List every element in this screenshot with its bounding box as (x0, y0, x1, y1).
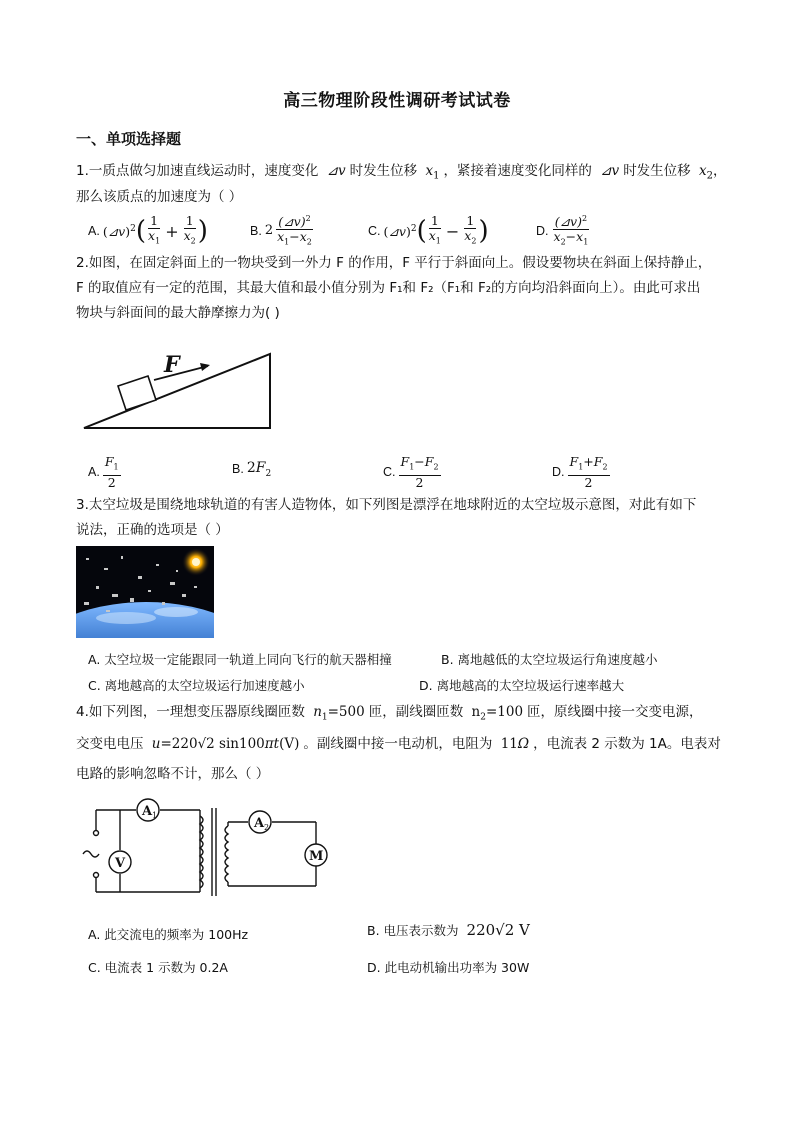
q4-n2: $n_2=100$ (471, 704, 524, 723)
question-3-line-2: 说法，正确的选项是（ ） (76, 522, 229, 538)
motor-label: M (309, 849, 324, 864)
q2-option-a[interactable]: A. $\frac{F_1}{2}$ (88, 454, 119, 490)
q4-text-b: 匝，副线圈匝数 (368, 704, 464, 720)
q3-option-c[interactable] (88, 676, 305, 694)
ammeter-1-label: A (142, 804, 153, 819)
q4-n1: $n_1=500$ (313, 704, 365, 723)
arrow-head (200, 363, 210, 371)
page-title: 高三物理阶段性调研考试试卷 (283, 91, 511, 111)
q3-option-b[interactable] (441, 650, 658, 668)
question-4-line-3: 电路的影响忽略不计，那么（ ） (76, 766, 270, 782)
question-1-line-2: 那么该质点的加速度为（ ） (76, 189, 243, 205)
q1-option-a[interactable]: A. (⊿v)$^2$ ( $\frac{1}{x_1}$ + $\frac{1}{x_2}$ ) (88, 213, 208, 247)
q4-text-c: 匝，原线圈中接一交变电源， (527, 704, 703, 720)
q4-text-d: 交变电电压 (76, 736, 144, 752)
q1-text-b: 时发生位移 (349, 163, 418, 179)
question-4-line-1 (76, 700, 703, 730)
question-2-line-3: 物块与斜面间的最大静摩擦力为( ) (76, 305, 280, 321)
question-4-line-2 (76, 732, 721, 756)
question-1-line-1: 1.一质点做匀加速直线运动时，速度变化 ⊿v 时发生位移 $x_1$ ，紧接着速度变化同样的 ⊿v 时发生位移 $x_2$， (76, 163, 727, 182)
option-text: A. 此交流电的频率为 100Hz (88, 927, 249, 942)
q1-option-c[interactable]: C. (⊿v)$^2$ ( $\frac{1}{x_1}$ − $\frac{1}{x_2}$ ) (368, 213, 489, 247)
q4-option-a[interactable] (88, 925, 248, 943)
q4-option-c[interactable] (88, 958, 228, 976)
q1-text-d: 时发生位移 (623, 163, 691, 179)
option-text: D. 离地越高的太空垃圾运行速率越大 (419, 678, 625, 693)
option-label: C. (383, 465, 396, 480)
option-label: A. (88, 465, 100, 480)
option-text: C. 电流表 1 示数为 0.2A (88, 960, 228, 975)
q2-option-c[interactable]: C. $\frac{F_1-F_2}{2}$ (383, 454, 439, 490)
voltmeter-label: V (115, 856, 126, 871)
incline-figure (80, 348, 280, 434)
q4-text-f: ，电流表 2 示数为 1A。电表对 (533, 736, 721, 752)
q4-voltage-formula: u=220√2 sin100πt(V) (151, 736, 300, 752)
q4-option-b[interactable] (367, 921, 530, 939)
q3-option-a[interactable] (88, 650, 392, 668)
question-2-line-2: F 的取值应有一定的范围，其最大值和最小值分别为 F₁和 F₂（F₁和 F₂的方向均沿斜面向上）。由此可求出 (76, 280, 701, 296)
q4-option-b-value: 220√2 V (466, 921, 530, 939)
option-label: D. (552, 465, 565, 480)
force-label: F (164, 352, 180, 378)
q3-option-d[interactable] (419, 676, 624, 694)
option-text: B. 电压表示数为 (367, 923, 459, 938)
option-text: C. 离地越高的太空垃圾运行加速度越小 (88, 678, 305, 693)
q1-delta-v: ⊿v (326, 163, 346, 179)
option-text: D. 此电动机输出功率为 30W (367, 960, 530, 975)
section-heading: 一、单项选择题 (76, 130, 182, 148)
q4-resistance: 11Ω (500, 736, 530, 752)
option-label: C. (368, 224, 381, 239)
q1-option-b[interactable]: B. 2 $\frac{(⊿v)^2}{x_1-x_2}$ (250, 214, 312, 247)
q1-x1: $x_1$ (425, 163, 440, 182)
space-debris-image (76, 546, 214, 638)
force-arrow (154, 366, 208, 380)
option-label: A. (88, 224, 100, 239)
option-text: A. 太空垃圾一定能跟同一轨道上同向飞行的航天器相撞 (88, 652, 392, 667)
q1-x2: $x_2$ (698, 163, 713, 182)
q4-option-d[interactable] (367, 958, 529, 976)
ammeter-1-subscript: 1 (152, 811, 158, 820)
option-text: B. 离地越低的太空垃圾运行角速度越小 (441, 652, 658, 667)
ammeter-2-label: A (254, 816, 265, 831)
option-label: B. (232, 462, 244, 477)
q1-delta-v-2: ⊿v (600, 163, 620, 179)
question-3-line-1: 3.太空垃圾是围绕地球轨道的有害人造物体，如下列图是漂浮在地球附近的太空垃圾示意图，对此有如下 (76, 497, 697, 513)
option-label: D. (536, 223, 549, 238)
q1-text: 1.一质点做匀加速直线运动时，速度变化 (76, 163, 319, 179)
ammeter-2-subscript: 2 (264, 823, 270, 832)
q2-option-b[interactable]: B. $2F_2$ (232, 460, 272, 479)
q4-text-e: 。副线圈中接一电动机，电阻为 (303, 736, 493, 752)
question-2-line-1: 2.如图，在固定斜面上的一物块受到一外力 F 的作用，F 平行于斜面向上。假设要物块在斜面上保持静止， (76, 255, 712, 271)
option-label: B. (250, 223, 262, 238)
q1-text-c: ，紧接着速度变化同样的 (443, 163, 592, 179)
q2-option-d[interactable]: D. $\frac{F_1+F_2}{2}$ (552, 454, 608, 490)
q4-text-a: 4.如下列图，一理想变压器原线圈匝数 (76, 704, 305, 720)
q1-option-d[interactable]: D. $\frac{(⊿v)^2}{x_2-x_1}$ (536, 214, 589, 247)
block (118, 376, 156, 410)
transformer-circuit (78, 796, 338, 904)
